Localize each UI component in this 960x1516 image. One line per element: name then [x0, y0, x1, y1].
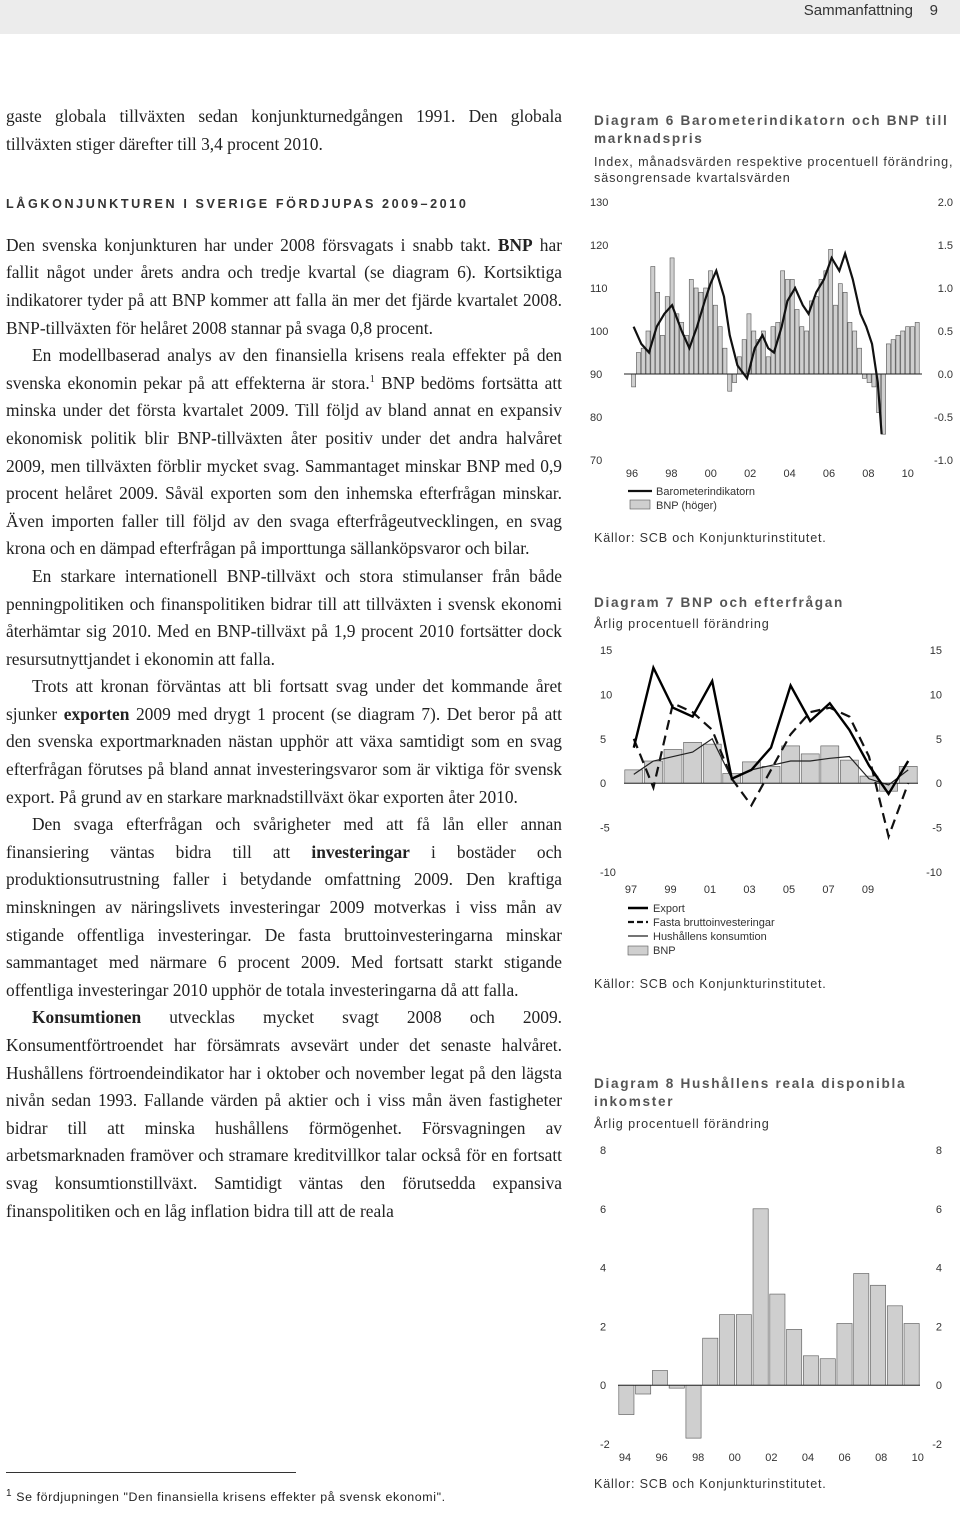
diagram6-left-tick-110: 110: [590, 283, 608, 295]
diagram8-left-tick-8: 8: [600, 1145, 607, 1157]
diagram8-x-tick-06: 06: [838, 1452, 851, 1464]
diagram7-legend-bnp: BNP: [653, 945, 676, 957]
bold-konsumtionen: Konsumtionen: [32, 1007, 142, 1028]
bold-bnp: BNP: [497, 234, 533, 255]
paragraph-1: gaste globala tillväxten sedan konjunkturnedgången 1991. Den globala tillväxten stiger därefter till 3,4 procent 2010.: [6, 106, 562, 154]
diagram8-bar-1997: [686, 1385, 701, 1438]
diagram8-title: Diagram 8 Hushållens reala disponibla inkomster: [594, 1076, 907, 1109]
diagram8-right-tick-6: 6: [935, 1203, 942, 1216]
diagram7-right-tick-10: 10: [929, 689, 942, 702]
diagram7-x-tick-97: 97: [624, 884, 638, 896]
diagram8-right-tick-8: 8: [935, 1145, 942, 1157]
diagram8-right-tick--2: -2: [932, 1439, 942, 1451]
diagram6-source: Källor: SCB och Konjunkturinstitutet.: [594, 531, 827, 545]
diagram8-subtitle: Årlig procentuell förändring: [594, 1117, 770, 1131]
paragraph-5: Trots att kronan förväntas att bli fortsatt svag under det kommande året sjunker exporten 2009 med drygt 1 procent (se diagram 7). Det beror på att den svenska exportmarknaden nästan upphör att växa samtidigt som en svag efterfrågan förutses på bland annat investeringsvaror som är viktiga för svensk export. På grund av en starkare marknadstillväxt ökar exporten åter 2010.: [6, 676, 562, 807]
diagram7-left-tick-0: 0: [600, 778, 607, 791]
diagram7-x-tick-07: 07: [822, 884, 835, 896]
page-number: 9: [929, 2, 938, 19]
diagram8-right-tick-0: 0: [935, 1380, 942, 1393]
diagram6-left-tick-90: 90: [590, 369, 603, 381]
diagram6-x-tick-04: 04: [783, 468, 796, 480]
diagram6-right-tick-0.0: 0.0: [937, 369, 953, 381]
diagram7-right-tick--5: -5: [932, 822, 942, 835]
diagram8-bar-1994: [636, 1385, 651, 1394]
diagram8-left-tick--2: -2: [600, 1439, 610, 1451]
diagram6-subtitle: Index, månadsvärden respektive procentuell förändring, säsongrensade kvartalsvärden: [594, 155, 954, 185]
diagram6-title: Diagram 6 Barometerindikatorn och BNP till marknadspris: [594, 113, 949, 146]
footnote-mark: 1: [6, 1487, 13, 1499]
diagram8-bar-1995: [652, 1371, 667, 1386]
diagram6-x-tick-06: 06: [822, 468, 836, 480]
diagram8-bar-1999: [719, 1315, 734, 1386]
paragraph-6: Den svaga efterfrågan och svårigheter med att få lån eller annan finansiering väntas bidra till att investeringar i bostäder och produktionsutrustning faller i betydande omfattning 2009. Den kraftiga minskningen av näringslivets investeringar 2009 motverkas i viss mån av stigande offentliga investeringar. De fasta bruttoinvesteringarna minskar sammantaget med närmare 6 procent 2009. Med fortsatt starkt stigande offentliga investeringar 2010 upphör de totala investeringarna då att falla.: [6, 814, 562, 1000]
diagram8-bar-2005: [820, 1359, 835, 1385]
diagram8-left-tick-6: 6: [600, 1203, 607, 1216]
section-title: Sammanfattning: [803, 2, 913, 19]
diagram7-x-tick-99: 99: [664, 884, 677, 896]
diagram8-bar-2007: [854, 1273, 869, 1385]
diagram8-x-tick-10: 10: [911, 1452, 924, 1464]
diagram8-left-tick-0: 0: [600, 1380, 607, 1393]
paragraph-7: Konsumtionen utvecklas mycket svagt 2008 och 2009. Konsumentförtroendet har försämrats avsevärt under det senaste halvåret. Hushållens förtroendeindikator har i oktober och november legat på den lägsta nivån sedan 1993. Fallande värden på aktier och i viss mån även fastigheter bidrar till att minska hushållens förmögenhet. Försvagningen av arbetsmarknaden framöver och stramare kreditvillkor talar också för en fortsatt svag konsumtionstillväxt. Samtidigt väntas den förutsedda expansiva finanspolitiken och en låg inflation bidra till att de reala: [6, 1007, 562, 1221]
diagram6-right-tick--0.5: -0.5: [934, 412, 953, 424]
paragraph-3: En modellbaserad analys av den finansiella krisens reala effekter på den svenska ekonomin pekar på att effekterna är stora.$^1$ BNP bedöms fortsätta att minska under det första kvartalet 2009. Till följd av bland annat en expansiv ekonomisk politik blir BNP-tillväxten åter positiv under det andra halvåret 2009, men tillväxten förblir mycket svag. Sammantaget minskar BNP med 0,9 procent helåret 2009. Såväl exporten som den inhemska efterfrågan minskar. Även importen faller till följd av den svaga efterfrågeutvecklingen, en svag krona och en dämpad efterfrågan på importtunga sällanköpsvaror och bilar.: [6, 345, 562, 559]
section-subheading: LÅGKONJUNKTUREN I SVERIGE FÖRDJUPAS 2009–2010: [6, 197, 469, 212]
diagram7-source: Källor: SCB och Konjunkturinstitutet.: [594, 977, 827, 991]
diagram6-x-tick-96: 96: [625, 468, 639, 480]
diagram8-left-tick-2: 2: [600, 1321, 607, 1334]
diagram7-legend-export: Export: [653, 903, 685, 915]
diagram8-x-tick-00: 00: [728, 1452, 741, 1464]
diagram8-bar-2003: [787, 1329, 802, 1385]
diagram8-bar-2000: [736, 1315, 751, 1386]
diagram8-x-tick-02: 02: [765, 1452, 778, 1464]
diagram8-bar-2006: [837, 1323, 852, 1385]
diagram8-bar-2001: [753, 1209, 768, 1385]
footnote-ref[interactable]: 1: [369, 373, 375, 385]
diagram8-bar-1993: [619, 1385, 634, 1414]
diagram7-left-tick--5: -5: [600, 822, 610, 835]
diagram7-title: Diagram 7 BNP och efterfrågan: [594, 595, 844, 610]
diagram8-bar-1998: [703, 1338, 718, 1385]
diagram7-left-tick-5: 5: [600, 733, 607, 746]
diagram6-x-tick-02: 02: [744, 468, 757, 480]
diagram8-left-tick-4: 4: [600, 1262, 607, 1275]
diagram7-x-tick-05: 05: [782, 884, 796, 896]
diagram7-subtitle: Årlig procentuell förändring: [594, 617, 770, 631]
diagram8-right-tick-2: 2: [935, 1321, 942, 1334]
diagram8-x-tick-96: 96: [655, 1452, 668, 1464]
diagram7-right-tick--10: -10: [926, 867, 942, 879]
diagram6-left-tick-80: 80: [590, 412, 603, 424]
paragraph-4: En starkare internationell BNP-tillväxt och stora stimulanser från både penningpolitiken och finanspolitiken bidrar till att tillväxten i svensk ekonomi återhämtar sig 2010. Med en BNP-tillväxt på 1,9 procent 2010 fortsätter dock resursutnyttjandet i ekonomin att falla.: [6, 565, 562, 669]
diagram7-x-tick-03: 03: [743, 884, 756, 896]
diagram7-legend-investments: Fasta bruttoinvesteringar: [653, 917, 775, 929]
diagram7-legend-consumption: Hushållens konsumtion: [653, 931, 767, 943]
diagram7-left-tick--10: -10: [600, 867, 616, 879]
diagram7-left-tick-10: 10: [600, 689, 613, 702]
diagram8-bar-2010: [904, 1323, 919, 1385]
footnote-text: Se fördjupningen "Den finansiella krisens effekter på svensk ekonomi".: [16, 1490, 446, 1504]
diagram6-x-tick-10: 10: [901, 468, 914, 480]
diagram6-x-tick-98: 98: [665, 468, 678, 480]
bold-exporten: exporten: [63, 703, 130, 724]
diagram6-right-tick-2.0: 2.0: [937, 197, 953, 209]
paragraph-2: Den svenska konjunkturen har under 2008 försvagats i snabb takt. BNP har fallit något under årets andra och tredje kvartal (se diagram 6). Kortsiktiga indikatorer tyder på att BNP kommer att falla än mer det fjärde kvartalet 2008. BNP-tillväxten för helåret 2008 stannar på svaga 0,8 procent.: [6, 234, 562, 338]
diagram7-x-tick-09: 09: [861, 884, 875, 896]
diagram8-x-tick-98: 98: [692, 1452, 705, 1464]
diagram7-left-tick-15: 15: [600, 645, 613, 657]
diagram7-right-tick-15: 15: [929, 645, 942, 657]
diagram8-bar-2009: [887, 1306, 902, 1385]
diagram6-x-tick-00: 00: [704, 468, 717, 480]
diagram8-x-tick-08: 08: [875, 1452, 888, 1464]
diagram6-x-tick-08: 08: [862, 468, 875, 480]
diagram6-left-tick-70: 70: [590, 455, 603, 467]
diagram8-right-tick-4: 4: [935, 1262, 942, 1275]
diagram8-x-tick-04: 04: [801, 1452, 815, 1464]
diagram6-left-tick-100: 100: [590, 326, 609, 338]
diagram6-right-tick-1.5: 1.5: [937, 240, 953, 252]
diagram8-source: Källor: SCB och Konjunkturinstitutet.: [594, 1477, 827, 1491]
diagram6-right-tick--1.0: -1.0: [934, 455, 953, 467]
diagram6-left-tick-120: 120: [590, 240, 609, 252]
diagram6-right-tick-1.0: 1.0: [937, 283, 953, 295]
diagram7-right-tick-0: 0: [935, 778, 942, 791]
diagram7-right-tick-5: 5: [935, 733, 942, 746]
diagram8-bar-2008: [870, 1285, 885, 1385]
diagram7-x-tick-01: 01: [703, 884, 717, 896]
diagram8-bar-2002: [770, 1294, 785, 1385]
diagram8-x-tick-94: 94: [618, 1452, 632, 1464]
diagram6-legend-label-1: BNP (höger): [656, 500, 717, 512]
diagram6-legend-label-0: Barometerindikatorn: [656, 486, 756, 498]
diagram8-bar-2004: [803, 1356, 818, 1385]
diagram6-right-tick-0.5: 0.5: [937, 326, 953, 338]
bold-investeringar: investeringar: [311, 841, 410, 862]
diagram6-left-tick-130: 130: [590, 197, 609, 209]
